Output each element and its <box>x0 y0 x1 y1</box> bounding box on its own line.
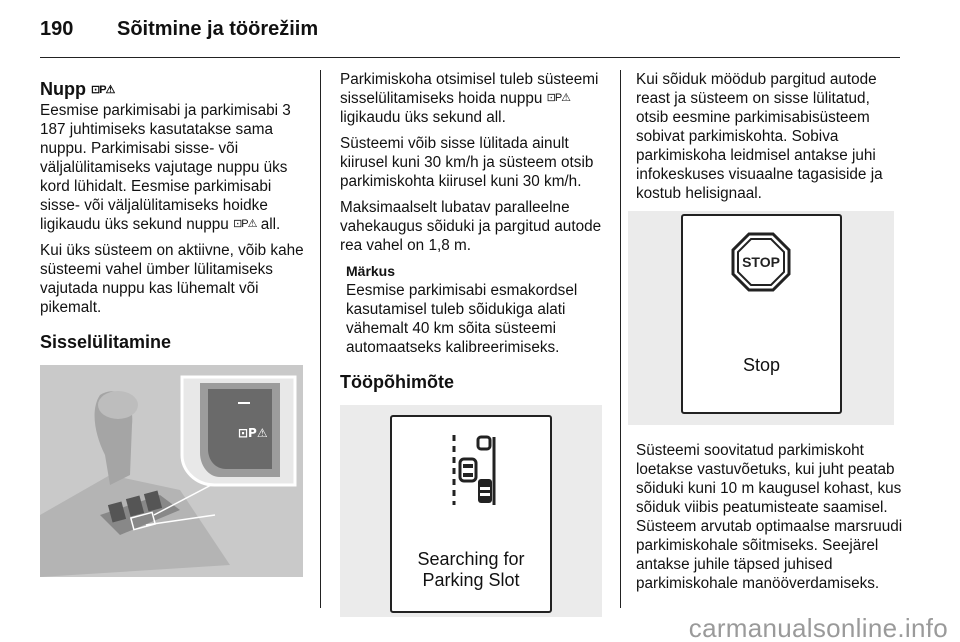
watermark: carmanualsonline.info <box>688 613 948 642</box>
display-message <box>392 549 550 591</box>
driver-info-display <box>390 415 552 613</box>
stop-sign-icon <box>731 232 791 292</box>
display-line-1: Searching for <box>417 549 525 569</box>
driver-info-display <box>681 214 842 414</box>
stop-display-figure <box>628 211 894 425</box>
console-illustration <box>40 365 303 577</box>
heading-text: Nupp <box>40 79 86 99</box>
text: ligikaudu üks sekund all. <box>340 109 506 126</box>
page-number: 190 <box>40 18 74 40</box>
note-title: Märkus <box>346 263 396 279</box>
paragraph: Maksimaalselt lubatav paralleelne vahekaugus sõiduki ja pargitud autode rea vahel on 1,8 m. <box>340 199 602 254</box>
paragraph <box>40 101 306 234</box>
header-rule <box>40 57 900 58</box>
paragraph: Süsteemi soovitatud parkimiskoht loetakse vastuvõetuks, kui juht peatab sõiduki kuni 10 m kaugusel kohast, kus sõiduk viibis peatumisteate saamisel. Süsteem arvutab optimaalse marsruudi parkimiskohale sõitmiseks. Seejärel antakse juhile täpsed juhised parkimiskohale manööverdamiseks. <box>636 442 903 592</box>
page-header <box>40 18 318 48</box>
sub-heading: Tööpõhimõte <box>340 372 454 392</box>
stop-sign-text: STOP <box>742 254 780 270</box>
column-2 <box>340 70 610 617</box>
note-block <box>340 262 610 357</box>
svg-text:⊡P⚠: ⊡P⚠ <box>238 426 268 440</box>
column-3 <box>636 70 906 600</box>
text: 187 juhtimiseks kasutatakse sama nuppu. Parkimisabi sisse- või väljalülitamiseks vajutage nuppu üks kord lühidalt. Eesmise parkimisabi sisse- või väljalülitamiseks hoidke ligikaudu üks sekund nuppu <box>40 121 288 233</box>
page-title: Sõitmine ja töörežiim <box>117 18 319 40</box>
section-heading <box>40 78 306 101</box>
note-text: Eesmise parkimisabi esmakordsel kasutamisel tuleb sõidukiga alati vähemalt 40 km sõita süsteemi automaatseks kalibreerimiseks. <box>346 282 578 356</box>
sub-heading: Sisselülitamine <box>40 332 172 352</box>
text: Parkimiskoha otsimisel tuleb süsteemi sisselülitamiseks hoida nuppu <box>340 71 599 107</box>
parking-button-symbol: ⊡P⚠ <box>91 84 115 96</box>
column-divider <box>620 70 621 608</box>
paragraph: Süsteemi võib sisse lülitada ainult kiirusel kuni 30 km/h ja süsteem otsib parkimiskohta kiirusel kuni 30 km/h. <box>340 135 594 190</box>
display-line-2: Parking Slot <box>422 570 520 590</box>
cross-ref-arrow-icon: 3 <box>282 102 291 119</box>
stop-label: Stop <box>742 355 781 375</box>
searching-display-figure <box>340 405 602 617</box>
parking-slot-icon <box>392 417 550 527</box>
parking-button-symbol: ⊡P⚠ <box>233 218 257 230</box>
text: all. <box>260 216 281 233</box>
paragraph <box>340 70 610 127</box>
console-button-photo <box>40 365 303 577</box>
paragraph: Kui üks süsteem on aktiivne, võib kahe süsteemi vahel ümber lülitamiseks vajutada nuppu kas lühemalt või pikemalt. <box>40 242 304 316</box>
text: Eesmise parkimisabi ja parkimisabi <box>40 102 279 119</box>
paragraph: Kui sõiduk möödub pargitud autode reast ja süsteem on sisse lülitatud, otsib eesmine parkimisabisüsteem sobivat parkimiskohta. Sobiva parkimiskoha leidmisel antakse juhi infokeskuses visuaalne tagasiside ja kostub helisignaal. <box>636 71 883 202</box>
column-divider <box>320 70 321 608</box>
column-1 <box>40 70 306 577</box>
parking-button-symbol: ⊡P⚠ <box>546 92 571 104</box>
